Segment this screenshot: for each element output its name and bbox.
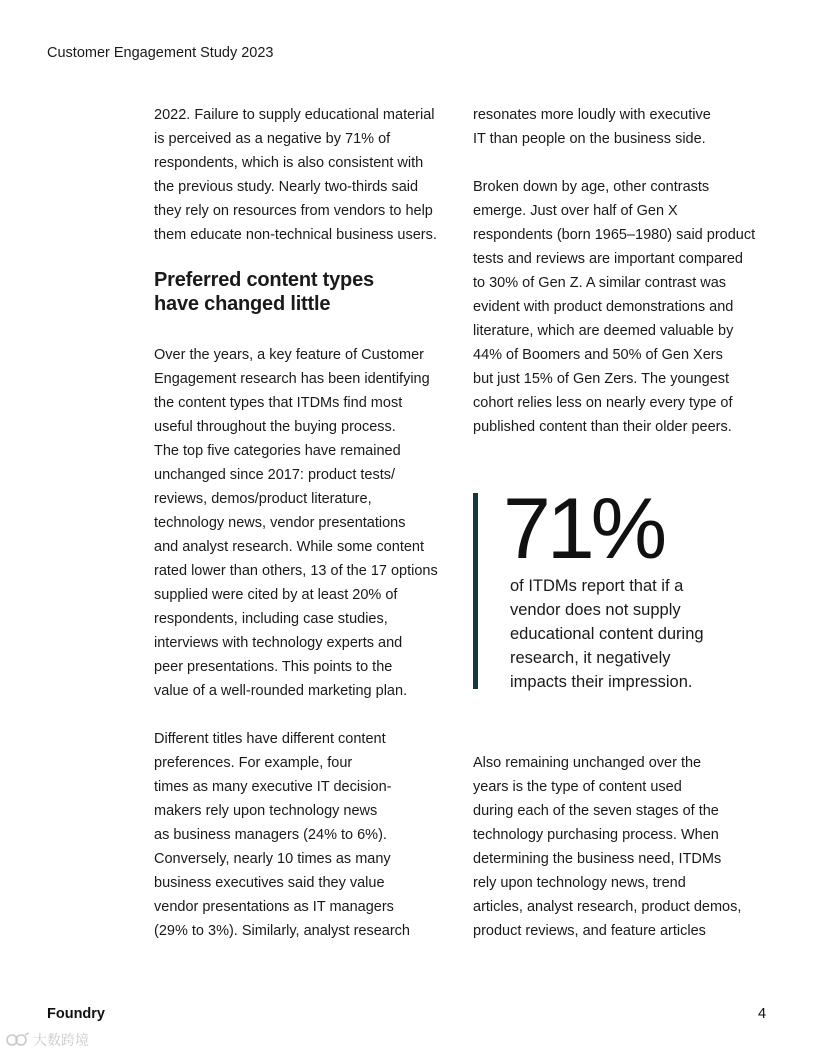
section-heading: Preferred content types have changed little (154, 269, 374, 315)
paragraph: Also remaining unchanged over the years is the type of content used during each of the seven stages of the technology purchasing process. When determining the business need, ITDMs rely upon technology news, trend articles, analyst research, product demos, product reviews, and feature articles (473, 755, 742, 939)
left-column-para-3 (154, 727, 454, 943)
stat-accent-bar (473, 493, 478, 689)
document-header: Customer Engagement Study 2023 (47, 45, 274, 61)
right-column-para-1 (473, 103, 773, 151)
paragraph: Different titles have different content preferences. For example, four times as many executive IT decision- makers rely upon technology news as business managers (24% to 6%). Conversely, nearly 10 times as many business executives said they value vendor presentations as IT managers (29% to 3%). Similarly, analyst research (154, 731, 410, 939)
paragraph: 2022. Failure to supply educational material is perceived as a negative by 71% of respondents, which is also consistent with the previous study. Nearly two-thirds said they rely on resources from vendors to help them educate non-technical business users. (154, 107, 437, 243)
paragraph: Broken down by age, other contrasts emerge. Just over half of Gen X respondents (born 1965–1980) said product tests and reviews are important compared to 30% of Gen Z. A similar contrast was evident with product demonstrations and literature, which are deemed valuable by 44% of Boomers and 50% of Gen Xers but just 15% of Gen Zers. The youngest cohort relies less on nearly every type of published content than their older peers. (473, 179, 756, 435)
stat-callout (473, 481, 773, 691)
page-number: 4 (758, 1006, 767, 1022)
stat-number: 71% (503, 481, 664, 577)
logo-icon (6, 1032, 30, 1048)
left-column-para-2 (154, 343, 454, 703)
stat-caption: of ITDMs report that if a vendor does not supply educational content during research, it negatively impacts their impression. (510, 577, 704, 691)
watermark (6, 1030, 89, 1050)
right-column-para-2 (473, 175, 773, 439)
paragraph: resonates more loudly with executive IT than people on the business side. (473, 107, 711, 147)
watermark-text: 大数跨境 (33, 1032, 89, 1048)
right-column-para-3 (473, 751, 773, 943)
footer-brand: Foundry (47, 1006, 105, 1022)
paragraph: Over the years, a key feature of Customer Engagement research has been identifying the content types that ITDMs find most useful throughout the buying process. The top five categories have remained unchanged since 2017: product tests/ reviews, demos/product literature, technology news, vendor presentations and analyst research. While some content rated lower than others, 13 of the 17 options supplied were cited by at least 20% of respondents, including case studies, interviews with technology experts and peer presentations. This points to the value of a well-rounded marketing plan. (154, 347, 438, 699)
left-column-para-1 (154, 103, 454, 247)
